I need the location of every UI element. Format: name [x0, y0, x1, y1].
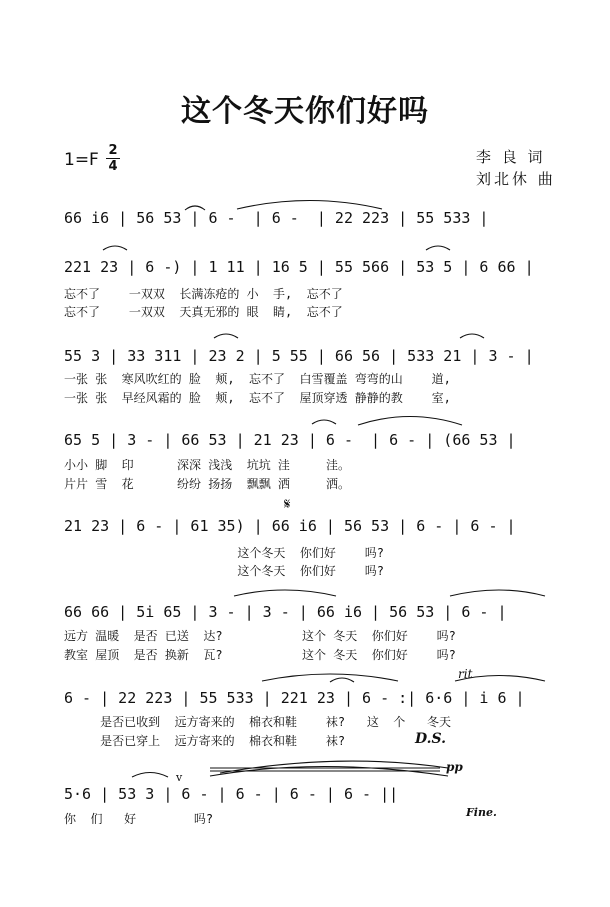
- lyric-line-1: 是否已收到 远方寄来的 棉衣和鞋 袜? 这 个 冬天: [64, 715, 451, 729]
- song-title: 这个冬天你们好吗: [181, 94, 429, 129]
- time-signature-top: 2: [108, 143, 118, 158]
- lyric-line-1: 你 们 好 吗?: [64, 812, 214, 826]
- time-signature-bottom: 4: [108, 159, 118, 174]
- lyric-line-2: 是否已穿上 远方寄来的 棉衣和鞋 袜?: [64, 734, 346, 748]
- lyric-line-2: 教室 屋顶 是否 换新 瓦? 这个 冬天 你们好 吗?: [64, 648, 456, 662]
- lyric-line-2: 这个冬天 你们好 吗?: [64, 564, 384, 578]
- breath-mark: v: [176, 771, 183, 784]
- notation-line: 66 i6 | 56 53 | 6 - | 6 - | 22 223 | 55 533 |: [64, 209, 489, 227]
- pianissimo-mark: pp: [446, 760, 463, 774]
- fine-mark: Fine.: [466, 806, 497, 819]
- lyricist-credit: 李 良 词: [476, 148, 546, 166]
- lyric-line-2: 一张 张 早经风霜的 脸 颊, 忘不了 屋顶穿透 静静的教 室,: [64, 391, 451, 405]
- lyric-line-1: 忘不了 一双双 长满冻疮的 小 手, 忘不了: [64, 287, 343, 301]
- segno-sign: 𝄋: [284, 495, 291, 513]
- lyric-line-2: 片片 雪 花 纷纷 扬扬 飘飘 洒 洒。: [64, 477, 351, 491]
- composer-credit: 刘北休 曲: [476, 170, 556, 188]
- lyric-line-1: 一张 张 寒风吹红的 脸 颊, 忘不了 白雪覆盖 弯弯的山 道,: [64, 372, 451, 386]
- lyric-line-2: 忘不了 一双双 天真无邪的 眼 睛, 忘不了: [64, 305, 343, 319]
- ritardando-mark: rit: [458, 667, 473, 681]
- notation-line: 5·6 | 53 3 | 6 - | 6 - | 6 - | 6 - ||: [64, 785, 399, 803]
- lyric-line-1: 这个冬天 你们好 吗?: [64, 546, 384, 560]
- lyric-line-1: 远方 温暖 是否 已送 达? 这个 冬天 你们好 吗?: [64, 629, 456, 643]
- notation-line: 65 5 | 3 - | 66 53 | 21 23 | 6 - | 6 - | (66 53 |: [64, 431, 516, 449]
- notation-line: 66 66 | 5i 65 | 3 - | 3 - | 66 i6 | 56 53 | 6 - |: [64, 603, 507, 621]
- dal-segno-mark: D.S.: [415, 731, 447, 747]
- key-signature: 1=F: [64, 150, 99, 170]
- notation-line: 6 - | 22 223 | 55 533 | 221 23 | 6 - :| 6·6 | i 6 |: [64, 689, 525, 707]
- notation-line: 221 23 | 6 -) | 1 11 | 16 5 | 55 566 | 53 5 | 6 66 |: [64, 258, 534, 276]
- lyric-line-1: 小小 脚 印 深深 浅浅 坑坑 洼 洼。: [64, 458, 351, 472]
- notation-line: 55 3 | 33 311 | 23 2 | 5 55 | 66 56 | 533 21 | 3 - |: [64, 347, 534, 365]
- notation-line: 21 23 | 6 - | 61 35) | 66 i6 | 56 53 | 6 - | 6 - |: [64, 517, 516, 535]
